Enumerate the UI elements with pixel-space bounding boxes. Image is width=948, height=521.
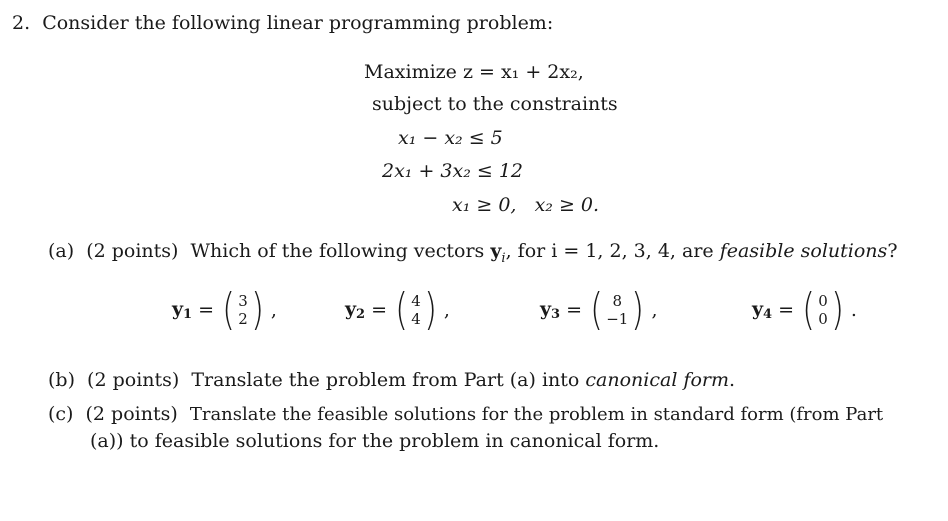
vector-y2-trail: , xyxy=(443,299,450,321)
vector-y1-top: 3 xyxy=(238,292,248,310)
vector-y3-trail: , xyxy=(651,299,658,321)
vector-y1-equals: = xyxy=(198,299,215,321)
vector-y4-name: $y_4$ xyxy=(752,298,773,322)
left-paren-icon: ( xyxy=(590,284,604,335)
part-b-end: . xyxy=(729,369,736,391)
vector-y4-top: 0 xyxy=(818,292,828,310)
vector-y1 xyxy=(172,284,277,335)
vector-y3-equals: = xyxy=(566,299,583,321)
vector-y1-entries xyxy=(238,292,248,328)
constraint-2: 2x₁ + 3x₂ ≤ 12 xyxy=(382,160,524,182)
part-a-text-before: Which of the following vectors xyxy=(190,240,491,262)
part-a-text-end: ? xyxy=(887,240,898,262)
left-paren-icon: ( xyxy=(222,284,236,335)
right-paren-icon: ) xyxy=(250,284,264,335)
vector-y1-name: $y_1$ xyxy=(172,298,193,322)
subject-to-line: subject to the constraints xyxy=(372,93,618,115)
part-c-points: (2 points) xyxy=(85,403,178,425)
vector-y2-name: $y_2$ xyxy=(345,298,366,322)
vector-y2-equals: = xyxy=(371,299,388,321)
part-c-line-1 xyxy=(48,405,883,424)
part-a-text-mid: , for i = 1, 2, 3, 4, are xyxy=(505,240,720,262)
part-a-vector-sub: i xyxy=(501,250,506,266)
vector-y4-trail: . xyxy=(850,299,857,321)
vector-y1-bottom: 2 xyxy=(238,310,248,328)
right-paren-icon: ) xyxy=(631,284,645,335)
vector-y4-equals: = xyxy=(778,299,795,321)
constraint-1: x₁ − x₂ ≤ 5 xyxy=(398,127,503,149)
vector-y3 xyxy=(540,284,658,335)
vector-y3-bottom: −1 xyxy=(606,310,629,328)
problem-number: 2. xyxy=(12,12,31,34)
objective-line: Maximize z = x₁ + 2x₂, xyxy=(364,61,584,83)
vector-y1-trail: , xyxy=(270,299,277,321)
part-c-label: (c) xyxy=(48,403,74,425)
part-a-vector-symbol: y xyxy=(490,240,502,262)
part-b-points: (2 points) xyxy=(87,369,180,391)
part-b-label: (b) xyxy=(48,369,75,391)
vector-y2-top: 4 xyxy=(411,292,421,310)
right-paren-icon: ) xyxy=(830,284,844,335)
right-paren-icon: ) xyxy=(423,284,437,335)
vector-y2-bottom: 4 xyxy=(411,310,421,328)
problem-header xyxy=(12,14,553,33)
part-a xyxy=(48,242,898,265)
part-a-points: (2 points) xyxy=(86,240,179,262)
part-a-emph: feasible solutions xyxy=(719,240,888,262)
part-b-emph: canonical form xyxy=(585,369,730,391)
vector-y3-name: $y_3$ xyxy=(540,298,561,322)
left-paren-icon: ( xyxy=(802,284,816,335)
vector-y4-entries xyxy=(818,292,828,328)
part-b xyxy=(48,371,735,390)
problem-intro: Consider the following linear programming problem: xyxy=(42,12,554,34)
vector-y2-entries xyxy=(411,292,421,328)
part-a-label: (a) xyxy=(48,240,75,262)
vector-y4-bottom: 0 xyxy=(818,310,828,328)
constraint-3: x₁ ≥ 0, x₂ ≥ 0. xyxy=(452,194,600,216)
vector-y4 xyxy=(752,284,857,335)
part-b-text: Translate the problem from Part (a) into xyxy=(191,369,586,391)
vector-y2 xyxy=(345,284,450,335)
left-paren-icon: ( xyxy=(395,284,409,335)
part-c-line1-text: Translate the feasible solutions for the problem in standard form (from Part xyxy=(189,404,884,425)
part-c-line-2: (a)) to feasible solutions for the problem in canonical form. xyxy=(90,430,660,452)
vector-y3-entries xyxy=(606,292,628,328)
vector-y3-top: 8 xyxy=(612,292,623,310)
